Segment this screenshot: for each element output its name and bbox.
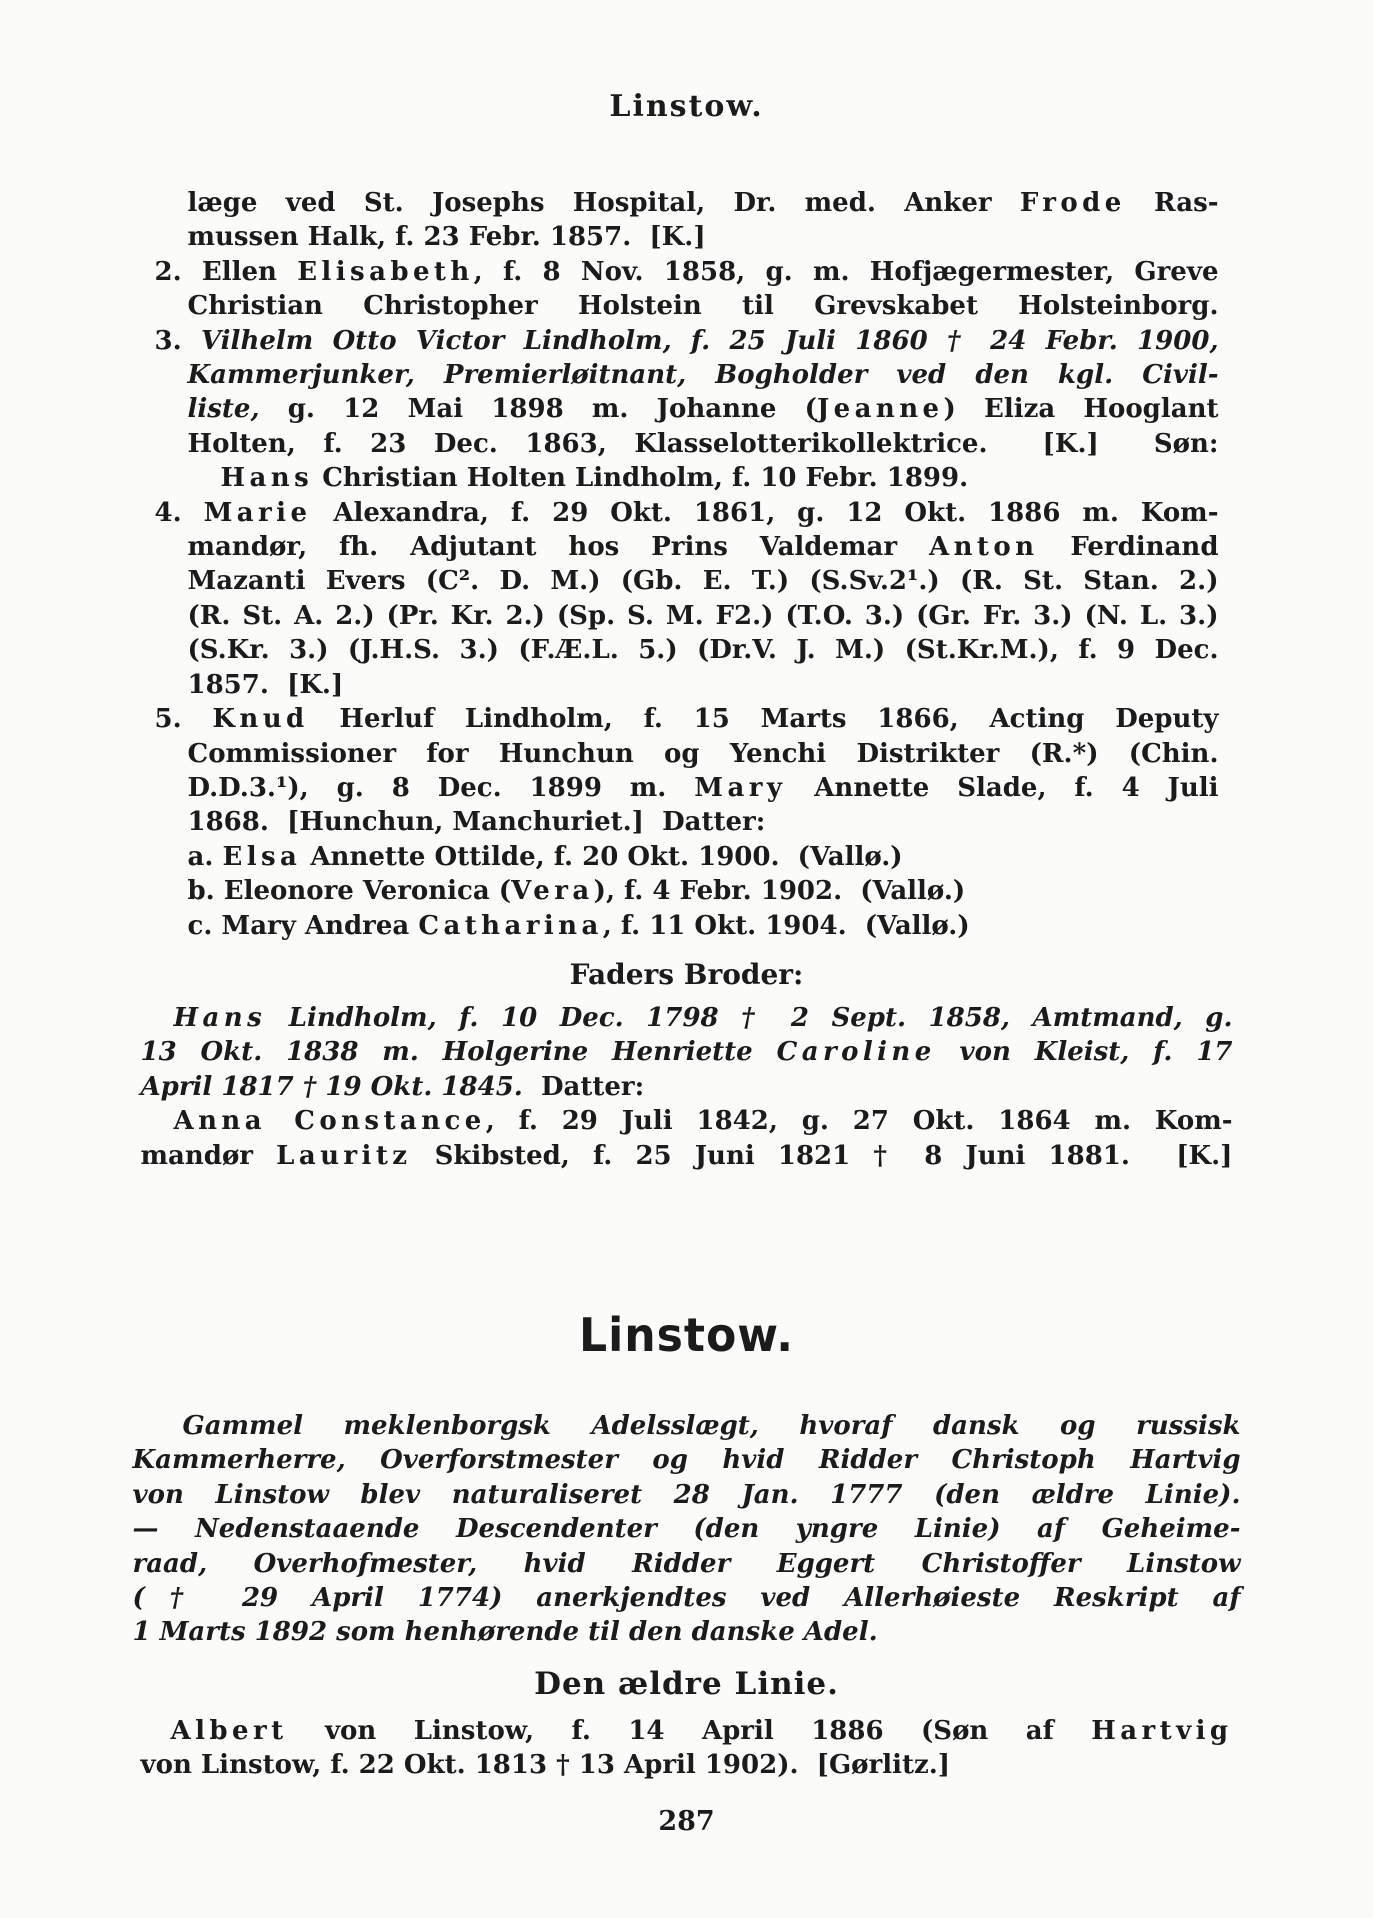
text-line <box>188 564 1219 598</box>
text-segment: 2. Ellen <box>154 256 298 287</box>
text-segment: Alexandra, f. 29 Okt. 1861, g. 12 Okt. 1886 m. Kom- <box>311 497 1219 528</box>
text-segment: von Kleist, f. 17 <box>935 1037 1233 1068</box>
text-line <box>221 461 1219 495</box>
text-segment: Christian Christopher Holstein til Grevskabet Holsteinborg. <box>187 291 1219 322</box>
text-line <box>133 1547 1241 1581</box>
text-segment: b. Eleonore Veronica ( <box>187 876 512 907</box>
text-segment: Frode <box>1019 188 1126 218</box>
text-segment: (R. St. A. 2.) (Pr. Kr. 2.) (Sp. S. M. F2.) (T.O. 3.) (Gr. Fr. 3.) (N. L. 3.) <box>187 600 1219 631</box>
text-line <box>133 1512 1241 1546</box>
text-segment: 13 Okt. 1838 m. Holgerine Henriette <box>140 1037 777 1068</box>
text-segment: Hans <box>173 1002 267 1033</box>
text-segment: — Nedenstaaende Descendenter (den yngre Linie) af Geheime- <box>132 1514 1241 1545</box>
entry-3-vilhelm-lindholm <box>155 324 1219 496</box>
text-line <box>188 289 1219 323</box>
text-line <box>141 1070 1233 1104</box>
text-segment: 1 Marts 1892 som henhørende til den danske Adel. <box>132 1617 878 1648</box>
text-line <box>155 702 1219 736</box>
text-segment: Anton <box>928 532 1039 563</box>
text-line <box>155 255 1219 289</box>
text-segment: Annette Ottilde, f. 20 Okt. 1900. (Vallø.) <box>301 841 903 872</box>
text-segment: Hartvig <box>1091 1715 1233 1746</box>
running-head: Linstow. <box>609 89 764 124</box>
text-line <box>188 840 1219 874</box>
text-segment: Lauritz <box>276 1140 412 1171</box>
text-line <box>141 1035 1233 1069</box>
text-line <box>133 1443 1241 1477</box>
text-line <box>188 220 1219 254</box>
text-segment: Caroline <box>776 1037 936 1068</box>
text-line <box>188 358 1219 392</box>
text-segment: 3. <box>154 325 201 356</box>
text-segment: Marie <box>203 497 312 528</box>
text-segment: (S.Kr. 3.) (J.H.S. 3.) (F.Æ.L. 5.) (Dr.V. J. M.) (St.Kr.M.), f. 9 Dec. <box>187 635 1219 666</box>
text-segment: Ferdinand <box>1038 532 1219 563</box>
text-segment: Christian Holten Lindholm, f. 10 Febr. 1899. <box>313 463 969 494</box>
text-line <box>174 1001 1233 1035</box>
text-segment: 1857. [K.] <box>187 669 344 700</box>
text-segment: ) Eliza Hooglant <box>943 394 1219 425</box>
text-segment: Elsa <box>222 841 302 872</box>
text-line <box>155 496 1219 530</box>
entry-4-marie-alexandra <box>155 496 1219 702</box>
text-line <box>188 771 1219 805</box>
text-segment: Knud <box>212 704 309 735</box>
text-segment: 1868. [Hunchun, Manchuriet.] Datter: <box>187 807 766 838</box>
text-segment: Mazanti Evers (C². D. M.) (Gb. E. T.) (S.Sv.2¹.) (R. St. Stan. 2.) <box>187 566 1219 597</box>
text-segment: Jeanne <box>816 394 944 425</box>
text-segment: Datter: <box>540 1071 645 1102</box>
text-line <box>188 909 1219 943</box>
text-segment: Elisabeth <box>297 256 474 287</box>
entry-2-ellen-elisabeth <box>155 255 1219 324</box>
text-segment: 5. <box>154 704 213 735</box>
text-segment: Gammel meklenborgsk Adelsslægt, hvoraf dansk og russisk <box>182 1410 1241 1441</box>
text-segment: Lindholm, f. 10 Dec. 1798 † 2 Sept. 1858, Amtmand, g. <box>266 1002 1233 1033</box>
text-segment: Kammerherre, Overforstmester og hvid Ridder Christoph Hartvig <box>132 1445 1241 1476</box>
text-line <box>188 599 1219 633</box>
text-segment: D.D.3.¹), g. 8 Dec. 1899 m. <box>187 772 695 803</box>
text-segment: († 29 April 1774) anerkjendtes ved Allerhøieste Reskript af <box>132 1583 1241 1613</box>
text-segment: Holten, f. 23 Dec. 1863, Klasselotterikollektrice. [K.] Søn: <box>187 428 1219 459</box>
text-segment: mandør <box>140 1140 277 1171</box>
text-line <box>188 530 1219 564</box>
text-segment: Anna Constance <box>173 1106 486 1137</box>
entry-halk-continuation <box>155 186 1219 255</box>
text-line <box>174 1104 1233 1138</box>
text-segment: , f. 29 Juli 1842, g. 27 Okt. 1864 m. Kom- <box>485 1106 1233 1137</box>
text-line <box>133 1615 1241 1649</box>
text-segment: von Linstow, f. 14 April 1886 (Søn af <box>287 1715 1092 1746</box>
text-segment: Kammerjunker, Premierløitnant, Bogholder ved den kgl. Civil- <box>187 360 1219 391</box>
text-segment: mussen Halk, f. 23 Febr. 1857. [K.] <box>187 222 706 253</box>
text-line <box>188 427 1219 461</box>
text-line <box>188 874 1219 908</box>
page-number: 287 <box>658 1805 715 1837</box>
text-segment: Herluf Lindholm, f. 15 Marts 1866, Acting Deputy <box>308 704 1219 735</box>
text-line <box>141 1748 1233 1782</box>
text-line <box>188 392 1219 426</box>
entry-albert-von-linstow <box>141 1714 1233 1783</box>
text-line <box>188 668 1219 702</box>
text-segment: 4. <box>154 497 204 528</box>
text-segment: Commissioner for Hunchun og Yenchi Distrikter (R.*) (Chin. <box>187 738 1219 769</box>
text-segment: ), f. 4 Febr. 1902. (Vallø.) <box>593 876 966 907</box>
text-segment: , f. 11 Okt. 1904. (Vallø.) <box>602 910 970 941</box>
text-segment: April 1817 † 19 Okt. 1845. <box>140 1071 541 1102</box>
genealogy-list <box>155 186 1219 943</box>
text-segment: Ras- <box>1125 188 1219 218</box>
text-segment: læge ved St. Josephs Hospital, Dr. med. Anker <box>187 188 1020 218</box>
text-segment: Vera <box>511 876 594 907</box>
text-segment: Mary <box>694 772 787 803</box>
section-title-linstow: Linstow. <box>579 1307 794 1362</box>
text-segment: von Linstow blev naturaliseret 28 Jan. 1777 (den ældre Linie). <box>132 1479 1241 1510</box>
text-line <box>183 1409 1241 1443</box>
text-segment: Albert <box>170 1715 288 1746</box>
text-segment: Catharina <box>418 910 603 941</box>
family-intro-paragraph <box>133 1409 1241 1650</box>
text-segment: Vilhelm Otto Victor Lindholm, f. 25 Juli 1860 † 24 Febr. 1900, <box>200 325 1219 356</box>
entry-hans-lindholm <box>141 1001 1233 1173</box>
text-segment: raad, Overhofmester, hvid Ridder Eggert Christoffer Linstow <box>132 1548 1241 1579</box>
text-segment: g. 12 Mai 1898 m. Johanne ( <box>287 394 817 425</box>
text-segment: mandør, fh. Adjutant hos Prins Valdemar <box>187 532 929 563</box>
heading-faders-broder: Faders Broder: <box>569 957 804 991</box>
text-segment: Skibsted, f. 25 Juni 1821 † 8 Juni 1881. [K.] <box>411 1140 1233 1171</box>
text-segment: Annette Slade, f. 4 Juli <box>786 772 1219 803</box>
text-line <box>133 1581 1241 1615</box>
text-line <box>188 805 1219 839</box>
text-line <box>133 1478 1241 1512</box>
heading-den-aeldre-linie: Den ældre Linie. <box>534 1665 839 1702</box>
text-line <box>188 633 1219 667</box>
text-line <box>171 1714 1233 1748</box>
text-segment: a. <box>187 841 223 872</box>
text-segment: Hans <box>220 463 314 494</box>
text-line <box>188 737 1219 771</box>
text-line <box>155 324 1219 358</box>
text-segment: , f. 8 Nov. 1858, g. m. Hofjægermester, Greve <box>473 256 1219 287</box>
entry-5-knud-lindholm <box>155 702 1219 943</box>
text-segment: c. Mary Andrea <box>187 910 419 941</box>
text-line <box>141 1139 1233 1173</box>
text-line <box>188 186 1219 220</box>
text-segment: von Linstow, f. 22 Okt. 1813 † 13 April 1902). [Gørlitz.] <box>140 1750 951 1781</box>
text-segment: liste, <box>187 394 288 425</box>
